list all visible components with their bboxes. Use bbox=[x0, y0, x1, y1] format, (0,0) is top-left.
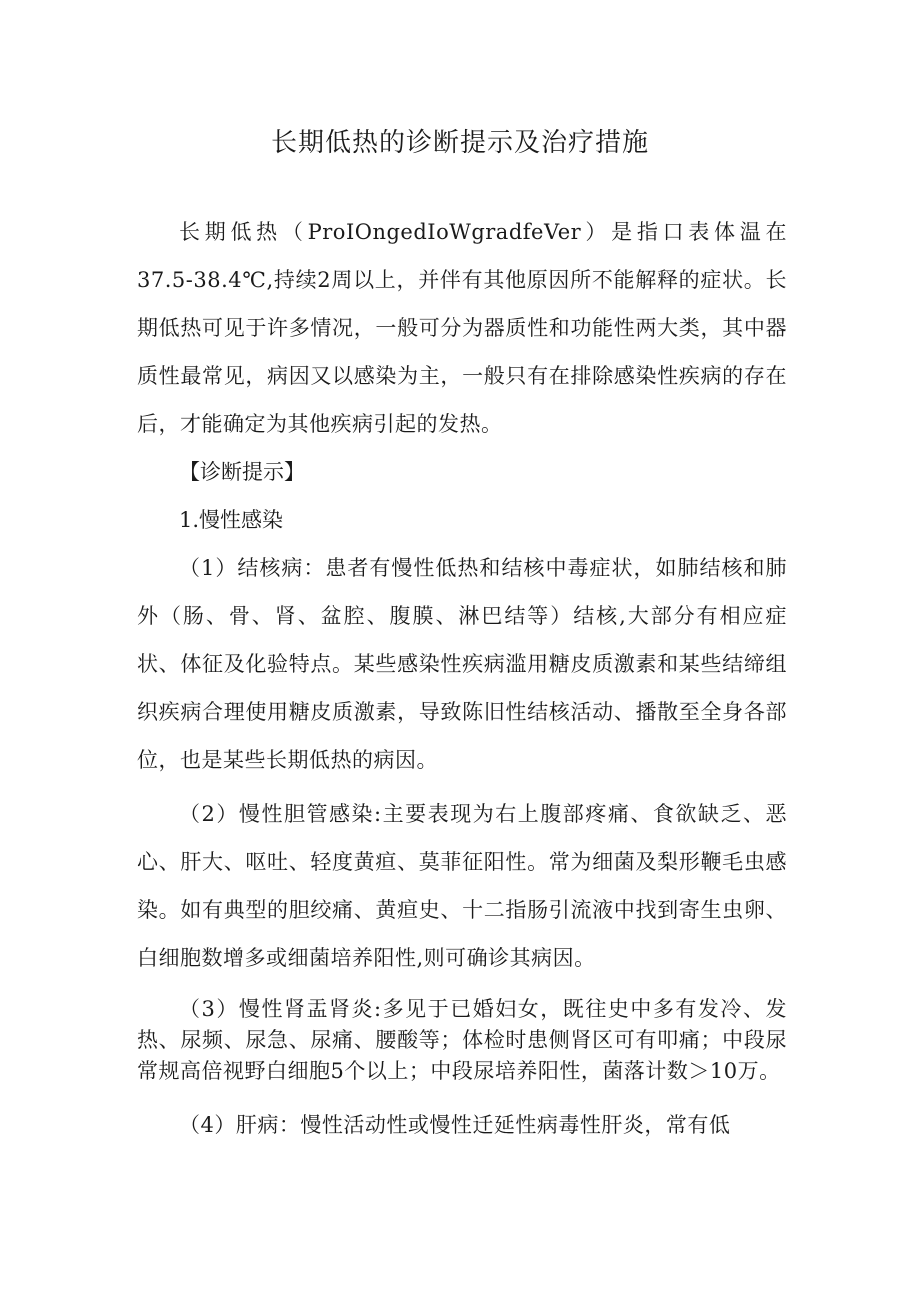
item-biliary-infection: （2）慢性胆管感染:主要表现为右上腹部疼痛、食欲缺乏、恶心、肝大、呕吐、轻度黄疸、莫菲征阳性。常为细菌及梨形鞭毛虫感染。如有典型的胆绞痛、黄疸史、十二指肠引流液中找到寄生虫卵、白细胞数增多或细菌培养阳性,则可确诊其病因。 bbox=[137, 802, 787, 970]
item-tuberculosis: （1）结核病：患者有慢性低热和结核中毒症状，如肺结核和肺外（肠、骨、肾、盆腔、腹膜、淋巴结等）结核,大部分有相应症状、体征及化验特点。某些感染性疾病滥用糖皮质激素和某些结缔组织疾病合理使用糖皮质激素，导致陈旧性结核活动、播散至全身各部位，也是某些长期低热的病因。 bbox=[137, 556, 787, 772]
document-body bbox=[137, 208, 787, 1149]
item-pyelonephritis: （3）慢性肾盂肾炎:多见于已婚妇女，既往史中多有发冷、发热、尿频、尿急、尿痛、腰酸等；体检时患侧肾区可有叩痛；中段尿常规高倍视野白细胞5个以上；中段尿培养阳性，菌落计数＞10万。 bbox=[137, 997, 787, 1083]
document-title: 长期低热的诊断提示及治疗措施 bbox=[270, 128, 649, 158]
subsection-heading: 1.慢性感染 bbox=[179, 508, 284, 532]
intro-paragraph: 长期低热（ProIOngedIoWgradfeVer）是指口表体温在37.5-38.4℃,持续2周以上，并伴有其他原因所不能解释的症状。长期低热可见于许多情况，一般可分为器质性和功能性两大类，其中器质性最常见，病因又以感染为主，一般只有在排除感染性疾病的存在后，才能确定为其他疾病引起的发热。 bbox=[137, 220, 787, 436]
item-liver-disease: （4）肝病：慢性活动性或慢性迁延性病毒性肝炎，常有低 bbox=[179, 1113, 731, 1137]
section-heading: 【诊断提示】 bbox=[179, 460, 305, 484]
